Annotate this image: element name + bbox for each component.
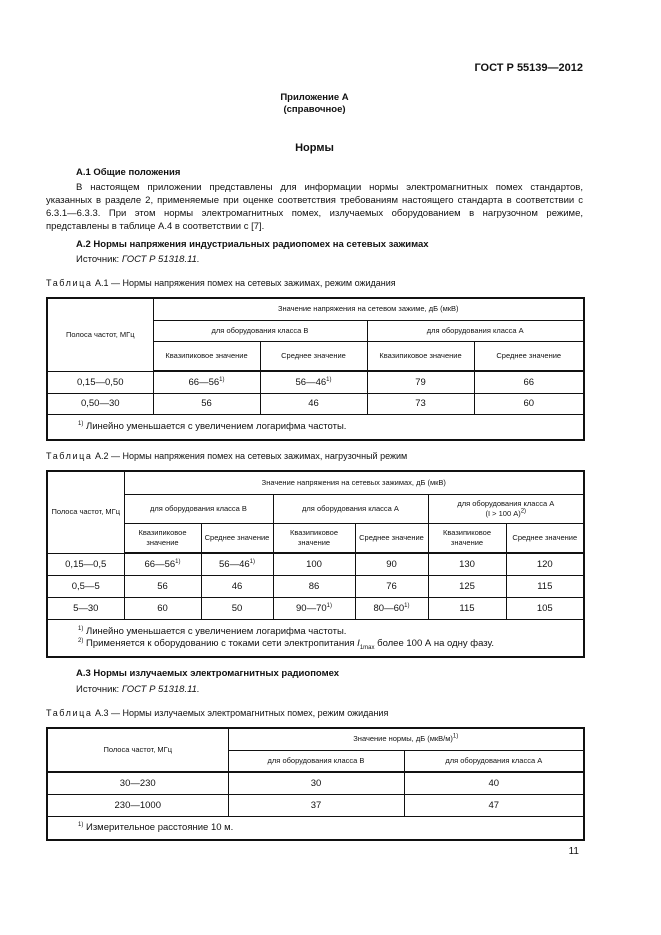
- table1-footnote: [47, 414, 584, 440]
- cell-value: 90—70: [296, 602, 327, 614]
- footnote-1: [78, 626, 581, 638]
- caption-text: А.1 — Нормы напряжения помех на сетевых зажимах, режим ожидания: [95, 278, 396, 288]
- cell-freq: 30—230: [47, 772, 228, 794]
- footnote-text: Линейно уменьшается с увеличением логарифма частоты.: [85, 420, 347, 432]
- quasi-header: Квазипиковое значение: [124, 523, 201, 553]
- class-b-header: для оборудования класса В: [153, 320, 367, 341]
- cell: 125: [428, 575, 506, 597]
- cell-value: 56—46: [219, 558, 250, 570]
- cell-footnote-ref: 1): [404, 602, 410, 609]
- cell: 37: [228, 794, 404, 816]
- class-b-header: для оборудования класса В: [124, 494, 273, 523]
- footnote-text: Измерительное расстояние 10 м.: [85, 821, 234, 833]
- cell: 73: [367, 393, 474, 414]
- cell-freq: 230—1000: [47, 794, 228, 816]
- source-ref: ГОСТ Р 51318.11.: [121, 684, 200, 695]
- quasi-header: Квазипиковое значение: [367, 341, 474, 371]
- page-number: 11: [568, 846, 579, 857]
- footnote-marker: 1): [78, 625, 84, 632]
- cell: 79: [367, 371, 474, 393]
- cell-freq: 0,50—30: [47, 393, 153, 414]
- table1-caption: [46, 278, 396, 288]
- section-a3-heading: А.3 Нормы излучаемых электромагнитных радиопомех: [76, 668, 340, 679]
- footnote-2: [78, 638, 581, 650]
- table-a3: [46, 727, 585, 841]
- cell-footnote-ref: 1): [219, 376, 225, 383]
- cell: 90: [355, 553, 428, 575]
- cell: 66: [474, 371, 584, 393]
- avg-header: Среднее значение: [201, 523, 273, 553]
- footnote-marker: 1): [78, 821, 84, 828]
- footnote-text: Применяется к оборудованию с токами сети электропитания: [85, 637, 358, 649]
- col-main: Значение напряжения на сетевом зажиме, дБ (мкВ): [153, 298, 584, 320]
- footnote-text: более 100 А на одну фазу.: [374, 637, 494, 649]
- header-footnote-ref: 2): [520, 508, 527, 514]
- avg-header: Среднее значение: [260, 341, 367, 371]
- cell-freq: 0,15—0,50: [47, 371, 153, 393]
- caption-label: Таблица: [46, 451, 93, 461]
- cell: 115: [428, 597, 506, 619]
- avg-header: Среднее значение: [474, 341, 584, 371]
- cell: 46: [201, 575, 273, 597]
- footnote-marker: 2): [78, 637, 84, 644]
- cell-freq: 5—30: [47, 597, 124, 619]
- cell-freq: 0,15—0,5: [47, 553, 124, 575]
- section-a3-source: [76, 684, 200, 695]
- cell: 46: [260, 393, 367, 414]
- avg-header: Среднее значение: [506, 523, 584, 553]
- table-a1: [46, 297, 585, 441]
- cell: 86: [273, 575, 355, 597]
- table3-footnote: [47, 816, 584, 840]
- cell: 120: [506, 553, 584, 575]
- cell: 100: [273, 553, 355, 575]
- class-a-high-current-header: [428, 494, 584, 523]
- avg-header: Среднее значение: [355, 523, 428, 553]
- quasi-header: Квазипиковое значение: [153, 341, 260, 371]
- table-row: [47, 597, 584, 619]
- cell: [273, 597, 355, 619]
- table-a2: [46, 470, 585, 658]
- cell: 50: [201, 597, 273, 619]
- cell: 60: [474, 393, 584, 414]
- current-symbol: I: [357, 637, 360, 649]
- col-main-footnote-ref: 1): [452, 733, 459, 740]
- cell: 115: [506, 575, 584, 597]
- cell: 76: [355, 575, 428, 597]
- appendix-subtitle: (справочное): [283, 104, 346, 115]
- document-id: ГОСТ Р 55139—2012: [474, 62, 583, 74]
- table-row: [47, 393, 584, 414]
- header-line: для оборудования класса А: [457, 498, 555, 508]
- cell-value: 66—56: [188, 376, 220, 388]
- cell: [260, 371, 367, 393]
- table-row: [47, 553, 584, 575]
- cell: 30: [228, 772, 404, 794]
- cell-footnote-ref: 1): [326, 376, 332, 383]
- source-label: Источник:: [76, 684, 120, 695]
- cell: 56: [124, 575, 201, 597]
- caption-text: А.2 — Нормы напряжения помех на сетевых зажимах, нагрузочный режим: [95, 451, 408, 461]
- col-freq: Полоса частот, МГц: [47, 298, 153, 371]
- cell-value: 80—60: [373, 602, 405, 614]
- cell: 40: [404, 772, 584, 794]
- caption-label: Таблица: [46, 708, 93, 718]
- col-freq: Полоса частот, МГц: [47, 728, 228, 772]
- source-ref: ГОСТ Р 51318.11.: [121, 254, 200, 265]
- cell: [153, 371, 260, 393]
- class-a-header: для оборудования класса А: [367, 320, 584, 341]
- col-main: Значение напряжения на сетевых зажимах, дБ (мкВ): [124, 471, 584, 494]
- col-main-text: Значение нормы, дБ (мкВ/м): [353, 734, 453, 744]
- cell-value: 66—56: [144, 558, 176, 570]
- cell-value: 56—46: [295, 376, 327, 388]
- quasi-header: Квазипиковое значение: [428, 523, 506, 553]
- caption-text: А.3 — Нормы излучаемых электромагнитных помех, режим ожидания: [95, 708, 389, 718]
- col-main: [228, 728, 584, 750]
- footnote-marker: 1): [78, 420, 84, 427]
- cell: 47: [404, 794, 584, 816]
- caption-label: Таблица: [46, 278, 93, 288]
- section-a1-heading: А.1 Общие положения: [76, 167, 181, 178]
- table2-footnotes: [47, 619, 584, 657]
- cell: [355, 597, 428, 619]
- class-a-header: для оборудования класса А: [404, 750, 584, 772]
- table3-caption: [46, 708, 388, 718]
- section-a1-text: В настоящем приложении представлены для информации нормы электромагнитных помех стандартов, указанных в разделе 2, применяемые при оценке соответствия требованиям настоящего стандарта в соответствии с 6.3.1—6.3.3. При этом нормы электромагнитных помех, излучаемых оборудованием в нагрузочном режиме, представлены в таблице А.4 в соответствии с [7].: [46, 182, 583, 232]
- cell-footnote-ref: 1): [249, 558, 255, 565]
- appendix-heading: Нормы: [295, 142, 334, 154]
- cell: [201, 553, 273, 575]
- cell: 105: [506, 597, 584, 619]
- current-subscript: 1max: [359, 644, 375, 651]
- class-b-header: для оборудования класса В: [228, 750, 404, 772]
- table-row: [47, 371, 584, 393]
- header-line: [431, 509, 582, 519]
- section-a2-heading: А.2 Нормы напряжения индустриальных радиопомех на сетевых зажимах: [76, 239, 429, 250]
- cell: 56: [153, 393, 260, 414]
- cell-footnote-ref: 1): [326, 602, 332, 609]
- source-label: Источник:: [76, 254, 120, 265]
- quasi-header: Квазипиковое значение: [273, 523, 355, 553]
- class-a-header: для оборудования класса А: [273, 494, 428, 523]
- cell-freq: 0,5—5: [47, 575, 124, 597]
- table-row: [47, 575, 584, 597]
- cell: 60: [124, 597, 201, 619]
- footnote-text: Линейно уменьшается с увеличением логарифма частоты.: [85, 625, 347, 637]
- cell-footnote-ref: 1): [175, 558, 181, 565]
- table2-caption: [46, 451, 407, 461]
- header-line-text: (I > 100 А): [485, 508, 521, 518]
- table-row: [47, 772, 584, 794]
- appendix-title: Приложение А: [280, 92, 349, 103]
- col-freq: Полоса частот, МГц: [47, 471, 124, 553]
- cell: [124, 553, 201, 575]
- section-a2-source: [76, 254, 200, 265]
- table-row: [47, 794, 584, 816]
- cell: 130: [428, 553, 506, 575]
